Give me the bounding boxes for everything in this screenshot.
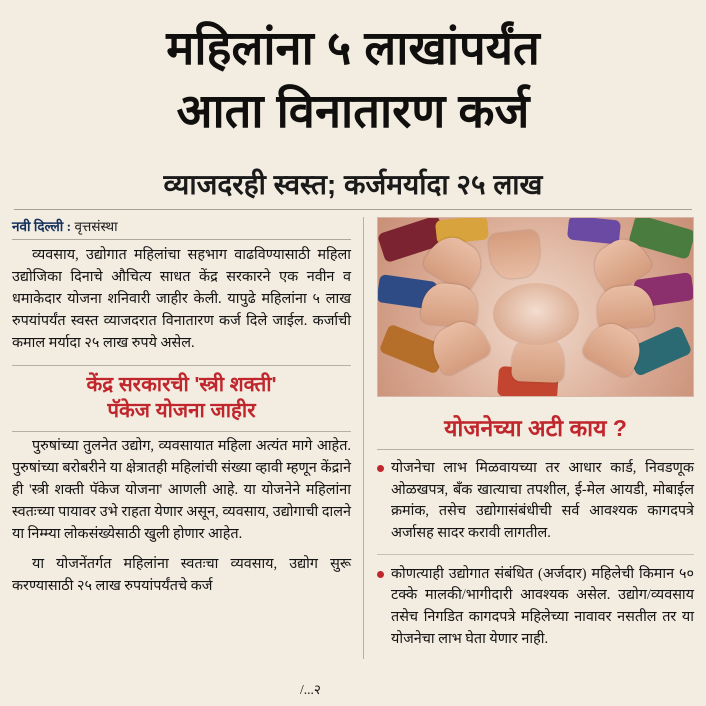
column-right <box>364 217 694 659</box>
conditions-heading: योजनेच्या अटी काय ? <box>444 415 627 442</box>
paragraph: या योजनेंतर्गत महिलांना स्वतःचा व्यवसाय, उद्योग सुरू करण्यासाठी २५ लाख रुपयांपर्यंतचे कर्ज <box>12 555 351 594</box>
hands-together-photo <box>377 217 694 397</box>
subheadline: व्याजदरही स्वस्त; कर्जमर्यादा २५ लाख <box>163 169 543 201</box>
headline-divider <box>14 209 692 210</box>
byline-city: नवी दिल्ली : <box>12 219 72 235</box>
page-title <box>12 22 694 137</box>
sub-headline-box <box>12 365 351 432</box>
clasped-hands-center <box>493 283 579 345</box>
headline-line-2: आता विनातारण कर्ज <box>176 83 530 137</box>
article-columns <box>12 217 694 659</box>
conditions-list <box>377 564 694 650</box>
byline <box>12 217 351 235</box>
conditions-divider <box>377 449 694 450</box>
conditions-list <box>377 458 694 544</box>
byline-agency: वृत्तसंस्था <box>74 219 118 235</box>
list-divider <box>377 554 694 555</box>
continued-marker: /...२ <box>300 682 321 697</box>
column-left <box>12 217 364 659</box>
list-item: कोणत्याही उद्योगात संबंधित (अर्जदार) महिलेची किमान ५० टक्के मालकी/भागीदारी आवश्यक असेल. उद्योग/व्यवसाय तसेच निगडित कागदपत्रे महिलेच्या नावावर नसतील तर या योजनेचा लाभ घेता येणार नाही. <box>377 564 694 650</box>
sub-headline-line-2: पॅकेज योजना जाहीर <box>107 398 256 422</box>
byline-divider <box>12 239 351 240</box>
sub-headline-line-1: केंद्र सरकारची 'स्त्री शक्ती' <box>86 372 277 396</box>
headline-line-1: महिलांना ५ लाखांपर्यंत <box>166 21 540 74</box>
list-item: योजनेचा लाभ मिळवायच्या तर आधार कार्ड, निवडणूक ओळखपत्र, बँक खात्याचा तपशील, ई-मेल आयडी, मोबाईल क्रमांक, तसेच उद्योगासंबंधीची सर्व आवश्यक कागदपत्रे अर्जासह सादर करावी लागतील. <box>377 458 694 544</box>
paragraph: पुरुषांच्या तुलनेत उद्योग, व्यवसायात महिला अत्यंत मागे आहेत. पुरुषांच्या बरोबरीने या क्षेत्रातही महिलांची संख्या व्हावी म्हणून केंद्राने ही 'स्त्री शक्ती पॅकेज योजना' आणली आहे. या योजनेने महिलांना स्वतःच्या पायावर उभे राहता येणार असून, व्यवसाय, उद्योगाची दालने या निम्म्या लोकसंख्येसाठी खुली होणार आहेत. <box>12 438 351 542</box>
paragraph: व्यवसाय, उद्योगात महिलांचा सहभाग वाढविण्यासाठी महिला उद्योजिका दिनाचे औचित्य साधत केंद्र सरकारने एक नवीन व धमाकेदार योजना शनिवारी जाहीर केली. यापुढे महिलांना ५ लाख रुपयांपर्यंत स्वस्त व्याजदरात विनातारण कर्ज दिले जाईल. कर्जाची कमाल मर्यादा २५ लाख रुपये असेल. <box>12 247 351 351</box>
